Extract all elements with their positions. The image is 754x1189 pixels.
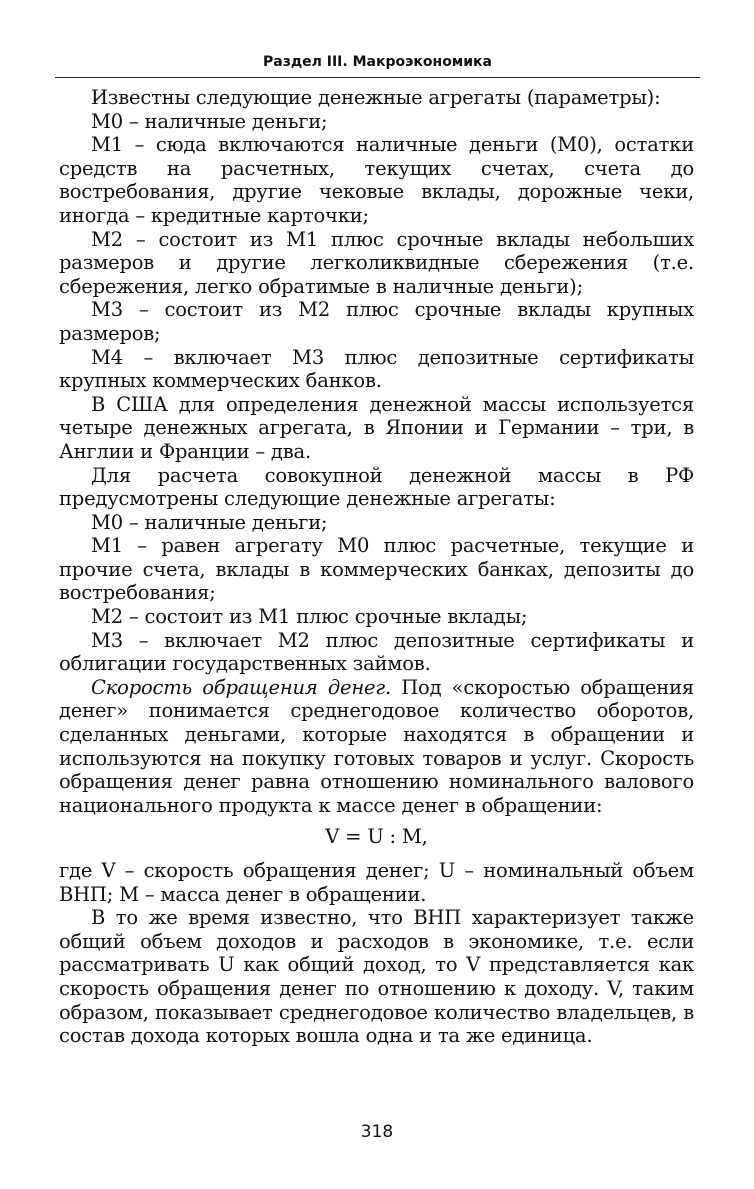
running-header: Раздел III. Макроэкономика	[262, 54, 493, 70]
paragraph: М0 – наличные деньги;	[91, 109, 328, 133]
header-rule	[55, 77, 700, 78]
paragraph: В США для определения денежной массы используется четыре денежных агрегата, в Японии и Германии – три, в Англии и Франции – два.	[59, 392, 694, 463]
paragraph: М0 – наличные деньги;	[91, 510, 328, 534]
paragraph: М4 – включает М3 плюс депозитные сертификаты крупных коммерческих банков.	[59, 345, 694, 393]
term-velocity: Скорость обращения денег.	[91, 675, 391, 699]
paragraph: М1 – равен агрегату М0 плюс расчетные, текущие и прочие счета, вклады в коммерческих банках, депозиты до востребования;	[59, 534, 694, 605]
page-body	[59, 86, 694, 1048]
velocity-definition: Под «скоростью обращения денег» понимается среднегодовое количество оборотов, сделанных деньгами, которые находятся в обращении и используются на покупку готовых товаров и услуг. Скорость обращения денег равна отношению номинального валового национального продукта к массе денег в обращении:	[59, 675, 694, 817]
page-number: 318	[360, 1122, 394, 1142]
paragraph: где V – скорость обращения денег; U – номинальный объем ВНП; М – масса денег в обращении.	[59, 859, 694, 906]
paragraph: М1 – сюда включаются наличные деньги (М0), остатки средств на расчетных, текущих счетах, счета до востребования, другие чековые вклады, дорожные чеки, иногда – кредитные карточки;	[59, 133, 694, 227]
paragraph: Известны следующие денежные агрегаты (параметры):	[91, 86, 661, 109]
formula: V = U : M,	[325, 825, 428, 849]
paragraph: М2 – состоит из М1 плюс срочные вклады небольших размеров и другие легколиквидные сбережения (т.е. сбережения, легко обратимые в наличные деньги);	[59, 227, 694, 298]
paragraph: М3 – включает М2 плюс депозитные сертификаты и облигации государственных займов.	[59, 628, 694, 676]
paragraph: М3 – состоит из М2 плюс срочные вклады крупных размеров;	[59, 298, 694, 345]
paragraph: М2 – состоит из М1 плюс срочные вклады;	[91, 605, 528, 629]
paragraph: Для расчета совокупной денежной массы в РФ предусмотрены следующие денежные агрегаты:	[59, 463, 694, 511]
paragraph: В то же время известно, что ВНП характеризует также общий объем доходов и расходов в экономике, т.е. если рассматривать U как общий доход, то V представляется как скорость обращения денег по отношению к доходу. V, таким образом, показывает среднегодовое количество владельцев, в состав дохода которых вошла одна и та же единица.	[59, 906, 694, 1048]
paragraph-velocity	[59, 676, 694, 818]
